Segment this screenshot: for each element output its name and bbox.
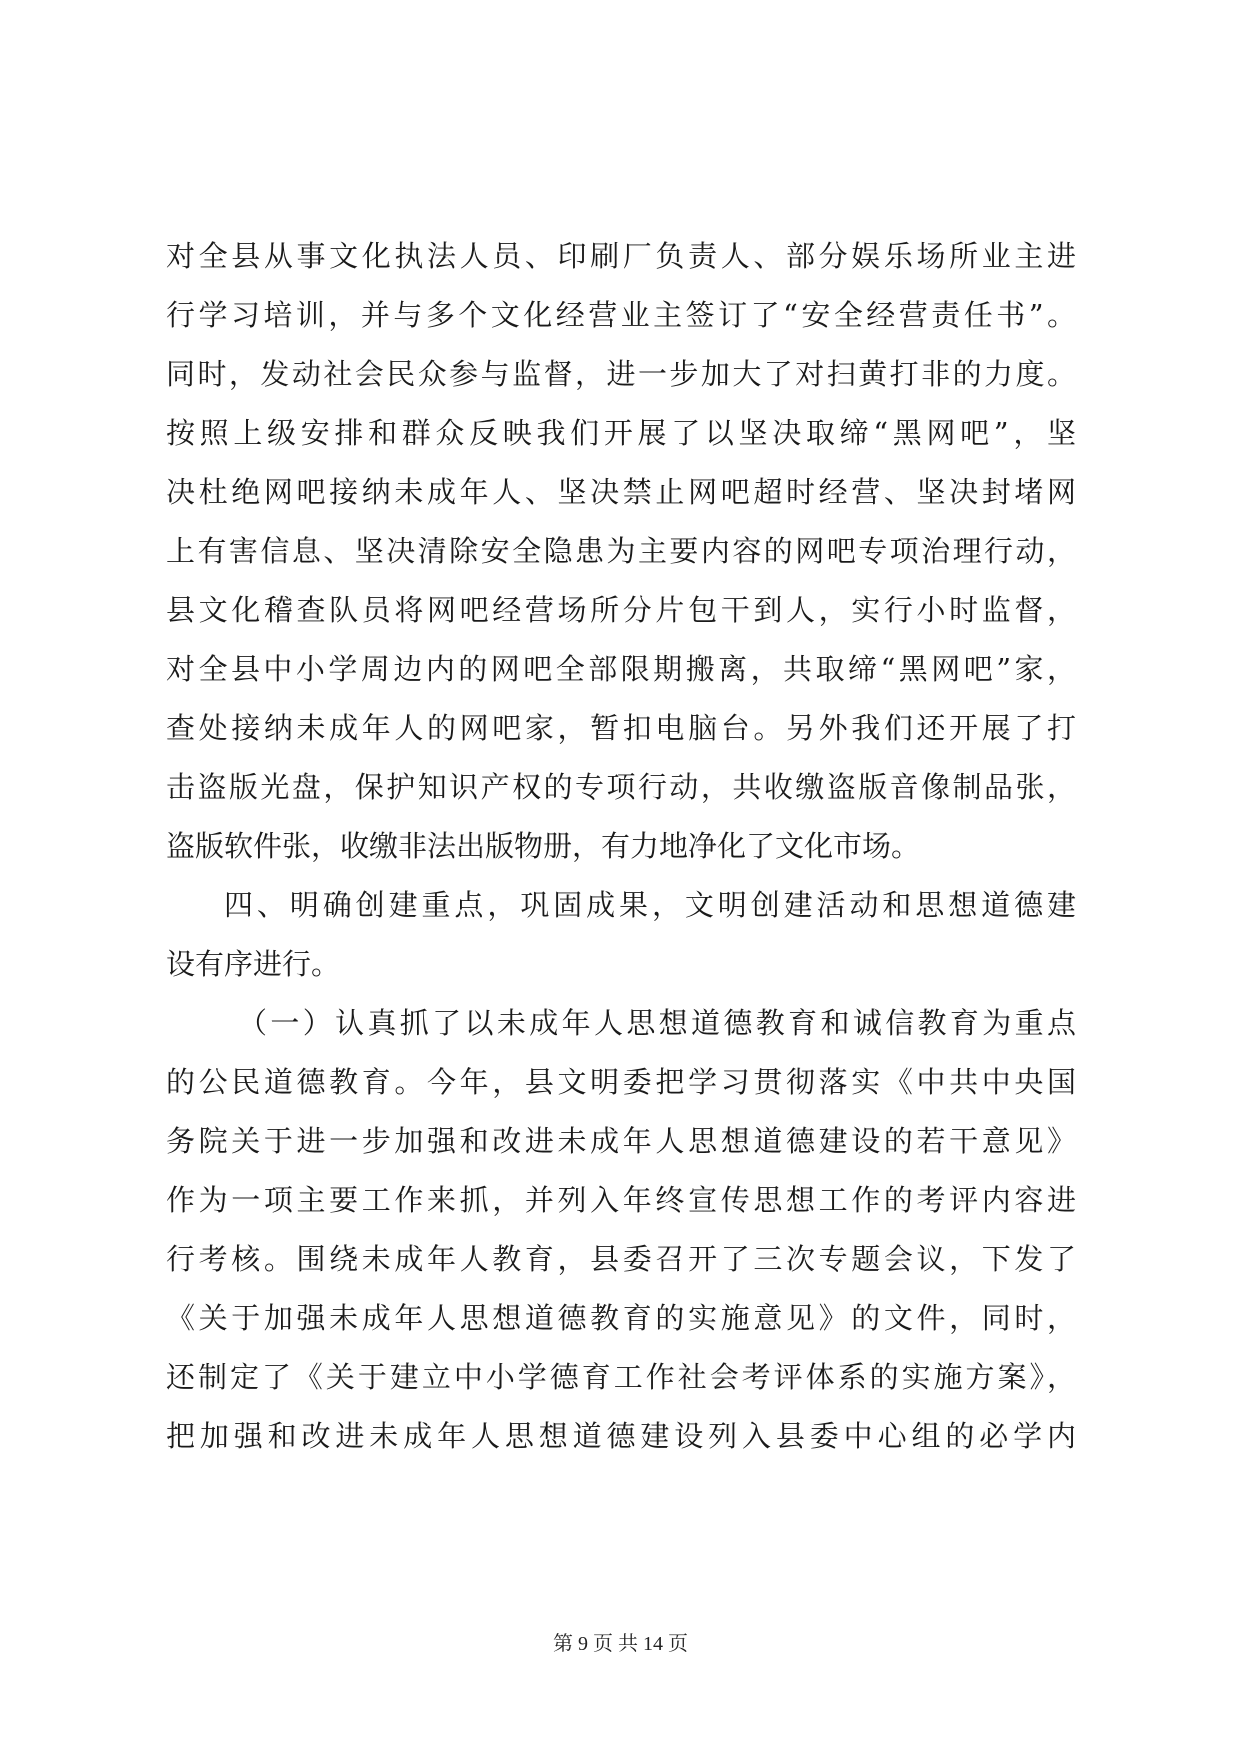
text-line: 对全县中小学周边内的网吧全部限期搬离，共取缔“黑网吧”家， xyxy=(166,652,1076,686)
section-heading-line: 设有序进行。 xyxy=(166,947,341,981)
page-number-footer: 第 9 页 共 14 页 xyxy=(553,1633,688,1655)
text-line: 决杜绝网吧接纳未成年人、坚决禁止网吧超时经营、坚决封堵网 xyxy=(166,475,1076,509)
text-line: 对全县从事文化执法人员、印刷厂负责人、部分娱乐场所业主进 xyxy=(166,239,1076,273)
text-line: 还制定了《关于建立中小学德育工作社会考评体系的实施方案》， xyxy=(166,1360,1076,1394)
text-line: 《关于加强未成年人思想道德教育的实施意见》的文件，同时， xyxy=(166,1301,1076,1335)
text-line: 行考核。围绕未成年人教育，县委召开了三次专题会议，下发了 xyxy=(166,1242,1076,1276)
text-line: 把加强和改进未成年人思想道德建设列入县委中心组的必学内 xyxy=(166,1419,1076,1453)
text-line: 击盗版光盘，保护知识产权的专项行动，共收缴盗版音像制品张， xyxy=(166,770,1076,804)
text-line: 按照上级安排和群众反映我们开展了以坚决取缔“黑网吧”，坚 xyxy=(166,416,1076,450)
text-line: 作为一项主要工作来抓，并列入年终宣传思想工作的考评内容进 xyxy=(166,1183,1076,1217)
text-line: 的公民道德教育。今年，县文明委把学习贯彻落实《中共中央国 xyxy=(166,1065,1076,1099)
text-line: 行学习培训，并与多个文化经营业主签订了“安全经营责任书”。 xyxy=(166,298,1076,332)
subsection-heading-line: （一）认真抓了以未成年人思想道德教育和诚信教育为重点 xyxy=(238,1006,1076,1040)
document-body xyxy=(166,227,1076,1466)
text-line: 盗版软件张，收缴非法出版物册，有力地净化了文化市场。 xyxy=(166,829,921,863)
text-line: 查处接纳未成年人的网吧家，暂扣电脑台。另外我们还开展了打 xyxy=(166,711,1076,745)
section-heading-line: 四、明确创建重点，巩固成果，文明创建活动和思想道德建 xyxy=(224,888,1076,922)
text-line: 上有害信息、坚决清除安全隐患为主要内容的网吧专项治理行动， xyxy=(166,534,1076,568)
text-line: 务院关于进一步加强和改进未成年人思想道德建设的若干意见》 xyxy=(166,1124,1076,1158)
text-line: 县文化稽查队员将网吧经营场所分片包干到人，实行小时监督， xyxy=(166,593,1076,627)
text-line: 同时，发动社会民众参与监督，进一步加大了对扫黄打非的力度。 xyxy=(166,357,1076,391)
